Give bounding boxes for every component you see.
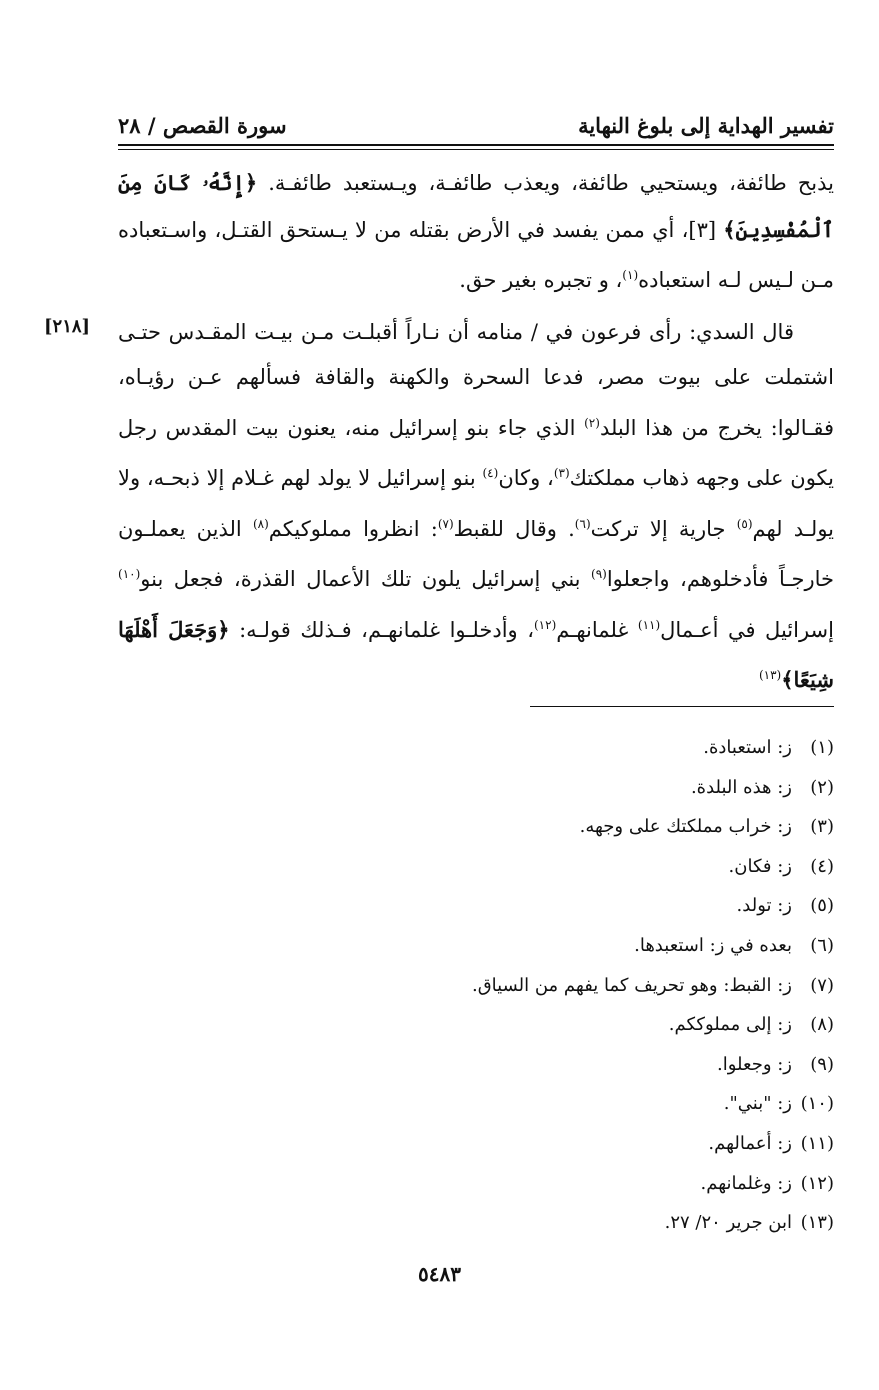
- text-run: بني إسرائيل يلون تلك الأعمال القذرة، فجعل بنو: [140, 567, 592, 591]
- footnote-marker: (١٠): [118, 567, 141, 581]
- footnote-number: (١١): [800, 1132, 834, 1154]
- text-run: قال السدي: رأى فرعون في / منامه أن نـاراً أقبلـت مـن بيـت المقـدس حتـى اشتملت على بيوت مصر، فدعا السحرة والكهنة والقافة فسألهم عـن رؤيـاه، فقـالوا: يخرج من هذا البلد: [118, 319, 835, 440]
- header-rule-thin: [118, 149, 834, 150]
- footnote-item: [118, 768, 834, 808]
- footnote-item: [118, 847, 834, 887]
- footnote-text: ابن جرير ٢٠/ ٢٧.: [664, 1212, 792, 1234]
- text-run: غلمانهـم: [556, 617, 638, 642]
- footnote-number: (٧): [810, 974, 834, 996]
- footnote-item: [118, 1164, 834, 1204]
- text-run: بنو إسرائيل لا يولد لهم غـلام إلا ذبحـه، ولا يولـد لهم: [118, 466, 835, 541]
- paragraph-2: [118, 310, 834, 704]
- footnote-text: ز: تولد.: [736, 895, 792, 917]
- footnote-text: ز: القبط: وهو تحريف كما يفهم من السياق.: [471, 974, 792, 996]
- surah-page-label: سورة القصص / ٢٨: [118, 113, 287, 138]
- text-line: [٣]، أي ممن يفسد في الأرض بقتله من لا يـستحق القتـل، واسـتعباده مـن لـيس لـه استعباده: [118, 217, 834, 292]
- footnote-item: [118, 728, 834, 768]
- footnote-text: ز: هذه البلدة.: [690, 776, 792, 798]
- footnote-marker: (٧): [437, 516, 454, 531]
- footnote-text: ز: أعمالهم.: [708, 1132, 792, 1154]
- footnote-marker: (٤): [482, 466, 499, 480]
- footnote-item: [118, 1045, 834, 1085]
- margin-manuscript-ref: [٢١٨]: [44, 316, 91, 337]
- footnote-number: (١٢): [800, 1172, 834, 1194]
- footnote-item: [118, 966, 834, 1006]
- paragraph-1: [118, 160, 834, 304]
- text-line: ، و تجبره بغير حق.: [459, 268, 623, 292]
- text-line: يذبح طائفة، ويستحيي طائفة، ويعذب طائفـة، ويـستعبد طائفـة.: [268, 171, 834, 195]
- text-run: . وقال للقبط: [453, 516, 575, 541]
- footnote-text: ز: "بني".: [723, 1093, 792, 1115]
- book-title: تفسير الهداية إلى بلوغ النهاية: [578, 113, 834, 138]
- footnote-marker: (٢): [584, 415, 600, 430]
- footnote-number: (١٣): [800, 1212, 834, 1234]
- footnote-item: [118, 1124, 834, 1164]
- main-text: [118, 160, 834, 704]
- footnote-item: [118, 926, 834, 966]
- footnote-marker: (٥): [736, 516, 753, 531]
- footnote-text: بعده في ز: استعبدها.: [634, 934, 792, 956]
- running-header: [118, 98, 834, 138]
- footnote-text: ز: إلى مملوككم.: [668, 1014, 792, 1036]
- footnote-number: (٨): [810, 1014, 834, 1036]
- footnote-marker: (١١): [637, 617, 661, 632]
- page-number: ٥٤٨٣: [418, 1262, 461, 1286]
- footnote-number: (٤): [810, 855, 834, 877]
- footnote-text: ز: خراب مملكتك على وجهه.: [579, 816, 792, 838]
- footnote-number: (٦): [810, 934, 834, 956]
- footnote-marker: (١٣): [758, 668, 782, 682]
- footnote-marker: (١٢): [533, 617, 557, 632]
- footnote-number: (١٠): [800, 1093, 834, 1115]
- footnote-item: [118, 807, 834, 847]
- footnote-separator: [530, 706, 834, 707]
- footnote-text: ز: وجعلوا.: [717, 1053, 792, 1075]
- footnote-marker: (٨): [252, 516, 269, 531]
- footnote-text: ز: فكان.: [728, 855, 792, 877]
- footnote-marker: (٩): [591, 567, 607, 581]
- text-run: إسرائيل في أعـمال: [660, 617, 834, 642]
- footnotes: [118, 728, 834, 1243]
- text-run: جارية إلا تركت: [590, 516, 737, 541]
- footnote-number: (٥): [810, 895, 834, 917]
- footnote-number: (٩): [810, 1053, 834, 1075]
- text-run: : انظروا مملوكيكم: [268, 516, 438, 541]
- footnote-number: (٢): [810, 776, 834, 798]
- quran-verse: ﴿وَجَعَلَ أَهْلَهَا شِيَعًا﴾: [118, 616, 834, 692]
- footnote-number: (٣): [810, 816, 834, 838]
- header-rule: [118, 144, 834, 146]
- footnote-item: [118, 1203, 834, 1243]
- footnote-item: [118, 886, 834, 926]
- text-run: الذي جاء بنو إسرائيل منه، يعنون بيت المقدس رجل يكون على وجهه ذهاب مملكتك: [118, 415, 834, 490]
- footnote-number: (١): [810, 737, 834, 758]
- text-run: الذين يعملـون خارجـاً فأدخلوهم، واجعلوا: [118, 516, 835, 591]
- quran-verse: ﴿إِنَّهُۥ كَانَ مِنَ ٱلْمُفْسِدِينَ﴾: [118, 170, 834, 242]
- footnote-text: ز: وغلمانهم.: [700, 1172, 792, 1194]
- text-run: ، وأدخلـوا غلمانهـم، فـذلك قولـه:: [229, 617, 534, 642]
- footnote-marker: (١): [622, 268, 639, 282]
- footnote-marker: (٣): [553, 466, 570, 480]
- footnote-item: [118, 1005, 834, 1045]
- footnote-item: [118, 1084, 834, 1124]
- text-run: ، وكان: [498, 466, 554, 490]
- footnote-marker: (٦): [574, 516, 591, 531]
- footnote-text: ز: استعبادة.: [703, 737, 792, 758]
